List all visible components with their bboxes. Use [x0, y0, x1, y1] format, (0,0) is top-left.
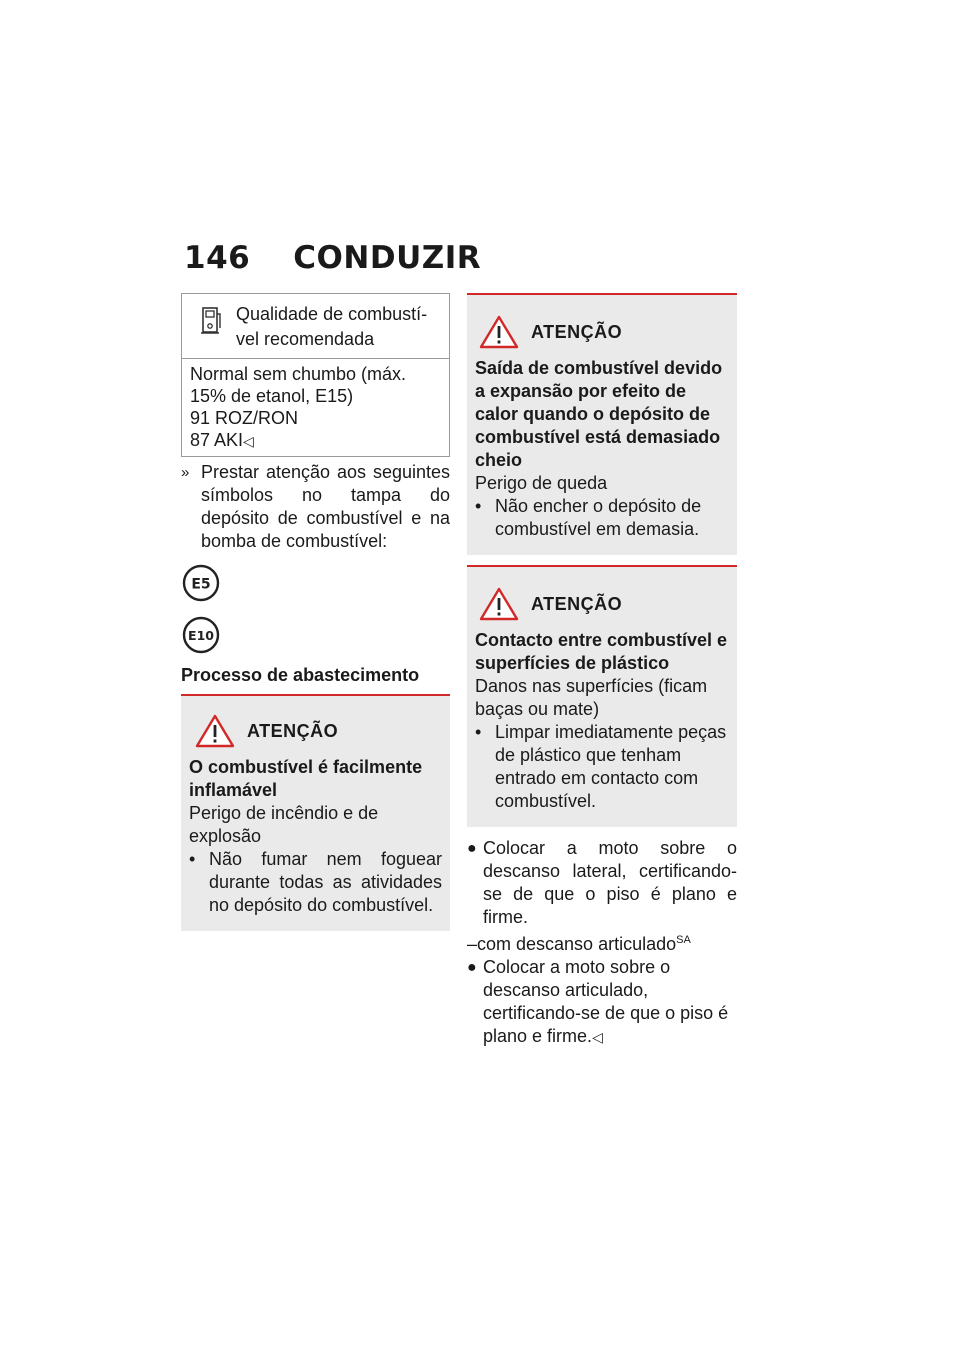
warning-box	[467, 565, 737, 827]
instruction-text: Prestar atenção aos seguintes símbolos no tampa do depósito de combustível e na bomba de combustível:	[201, 462, 450, 551]
warning-title: Saída de combustível devido a expansão por efeito de calor quando o depósito de combustível está demasiado cheio	[475, 358, 723, 470]
instruction-marker: »	[181, 464, 190, 481]
instruction	[181, 461, 450, 553]
warning-text: Perigo de incêndio e de explosão	[189, 803, 379, 846]
bullet-dot: •	[189, 849, 196, 869]
warning-label: ATENÇÃO	[247, 720, 339, 741]
warning-bullet	[475, 495, 729, 541]
warning-bullet-text: Limpar imediatamente peças de plástico que tenham entrado em contacto com combustível.	[495, 722, 727, 811]
step-item	[467, 837, 737, 929]
warning-header	[189, 714, 442, 748]
step-bullet: ●	[467, 959, 477, 976]
fuel-row	[190, 429, 441, 452]
step-item	[467, 956, 737, 1049]
warning-triangle-icon	[195, 714, 235, 748]
e10-label: E10	[188, 628, 214, 643]
right-column	[467, 293, 737, 1049]
warning-label: ATENÇÃO	[531, 321, 623, 342]
fuel-row: 15% de etanol, E15)	[190, 386, 354, 406]
warning-title: Contacto entre combustível e superfícies de plástico	[475, 630, 728, 673]
fuel-row: Normal sem chumbo (máx.	[190, 364, 407, 384]
warning-triangle-icon	[479, 315, 519, 349]
warning-box	[467, 293, 737, 555]
warning-bullet-text: Não fumar nem foguear durante todas as atividades no depósito do combustível.	[209, 849, 442, 915]
section-title: Processo de abastecimento	[181, 665, 420, 685]
end-marker: ◁	[592, 1029, 603, 1045]
fuel-table-body	[182, 359, 449, 456]
fuel-table-heading	[182, 294, 449, 359]
fuel-row-text: 87 AKI	[190, 430, 244, 450]
warning-text: Danos nas superfícies (ficam baças ou mate)	[475, 676, 708, 719]
end-marker: ◁	[243, 433, 254, 449]
page-number: 146	[184, 240, 251, 276]
optional-equipment-marker: SA	[676, 934, 691, 946]
fuel-pump-icon	[200, 306, 222, 336]
warning-label: ATENÇÃO	[531, 593, 623, 614]
step-text-wrap	[483, 956, 737, 1049]
warning-header	[475, 315, 729, 349]
e5-label: E5	[191, 576, 211, 593]
e5-fuel-badge	[181, 563, 221, 603]
step-text: Colocar a moto sobre o descanso lateral, certificando-se de que o piso é plano e firme.	[483, 838, 737, 927]
warning-title: O combustível é facilmente inflamável	[189, 757, 423, 800]
fuel-quality-table	[181, 293, 450, 457]
page-header	[184, 240, 481, 276]
bullet-dot: •	[475, 496, 482, 516]
warning-box	[181, 694, 450, 931]
step-bullet: ●	[467, 840, 477, 857]
warning-text: Perigo de queda	[475, 473, 608, 493]
chapter-title: CONDUZIR	[293, 240, 482, 276]
option-label	[467, 929, 737, 956]
option-label-text: –com descanso articulado	[467, 934, 677, 954]
warning-bullet	[189, 848, 442, 917]
warning-bullet	[475, 721, 729, 813]
warning-header	[475, 587, 729, 621]
step-text: Colocar a moto sobre o descanso articulado, certificando-se de que o piso é plano e firme.	[483, 957, 729, 1046]
warning-bullet-text: Não encher o depósito de combustível em demasia.	[495, 496, 702, 539]
e10-fuel-badge	[181, 615, 221, 655]
left-column	[181, 293, 450, 931]
fuel-row: 91 ROZ/RON	[190, 408, 299, 428]
bullet-dot: •	[475, 722, 482, 742]
warning-triangle-icon	[479, 587, 519, 621]
fuel-table-heading-text: Qualidade de combustí-vel recomendada	[236, 304, 428, 349]
procedure-steps	[467, 837, 737, 1049]
